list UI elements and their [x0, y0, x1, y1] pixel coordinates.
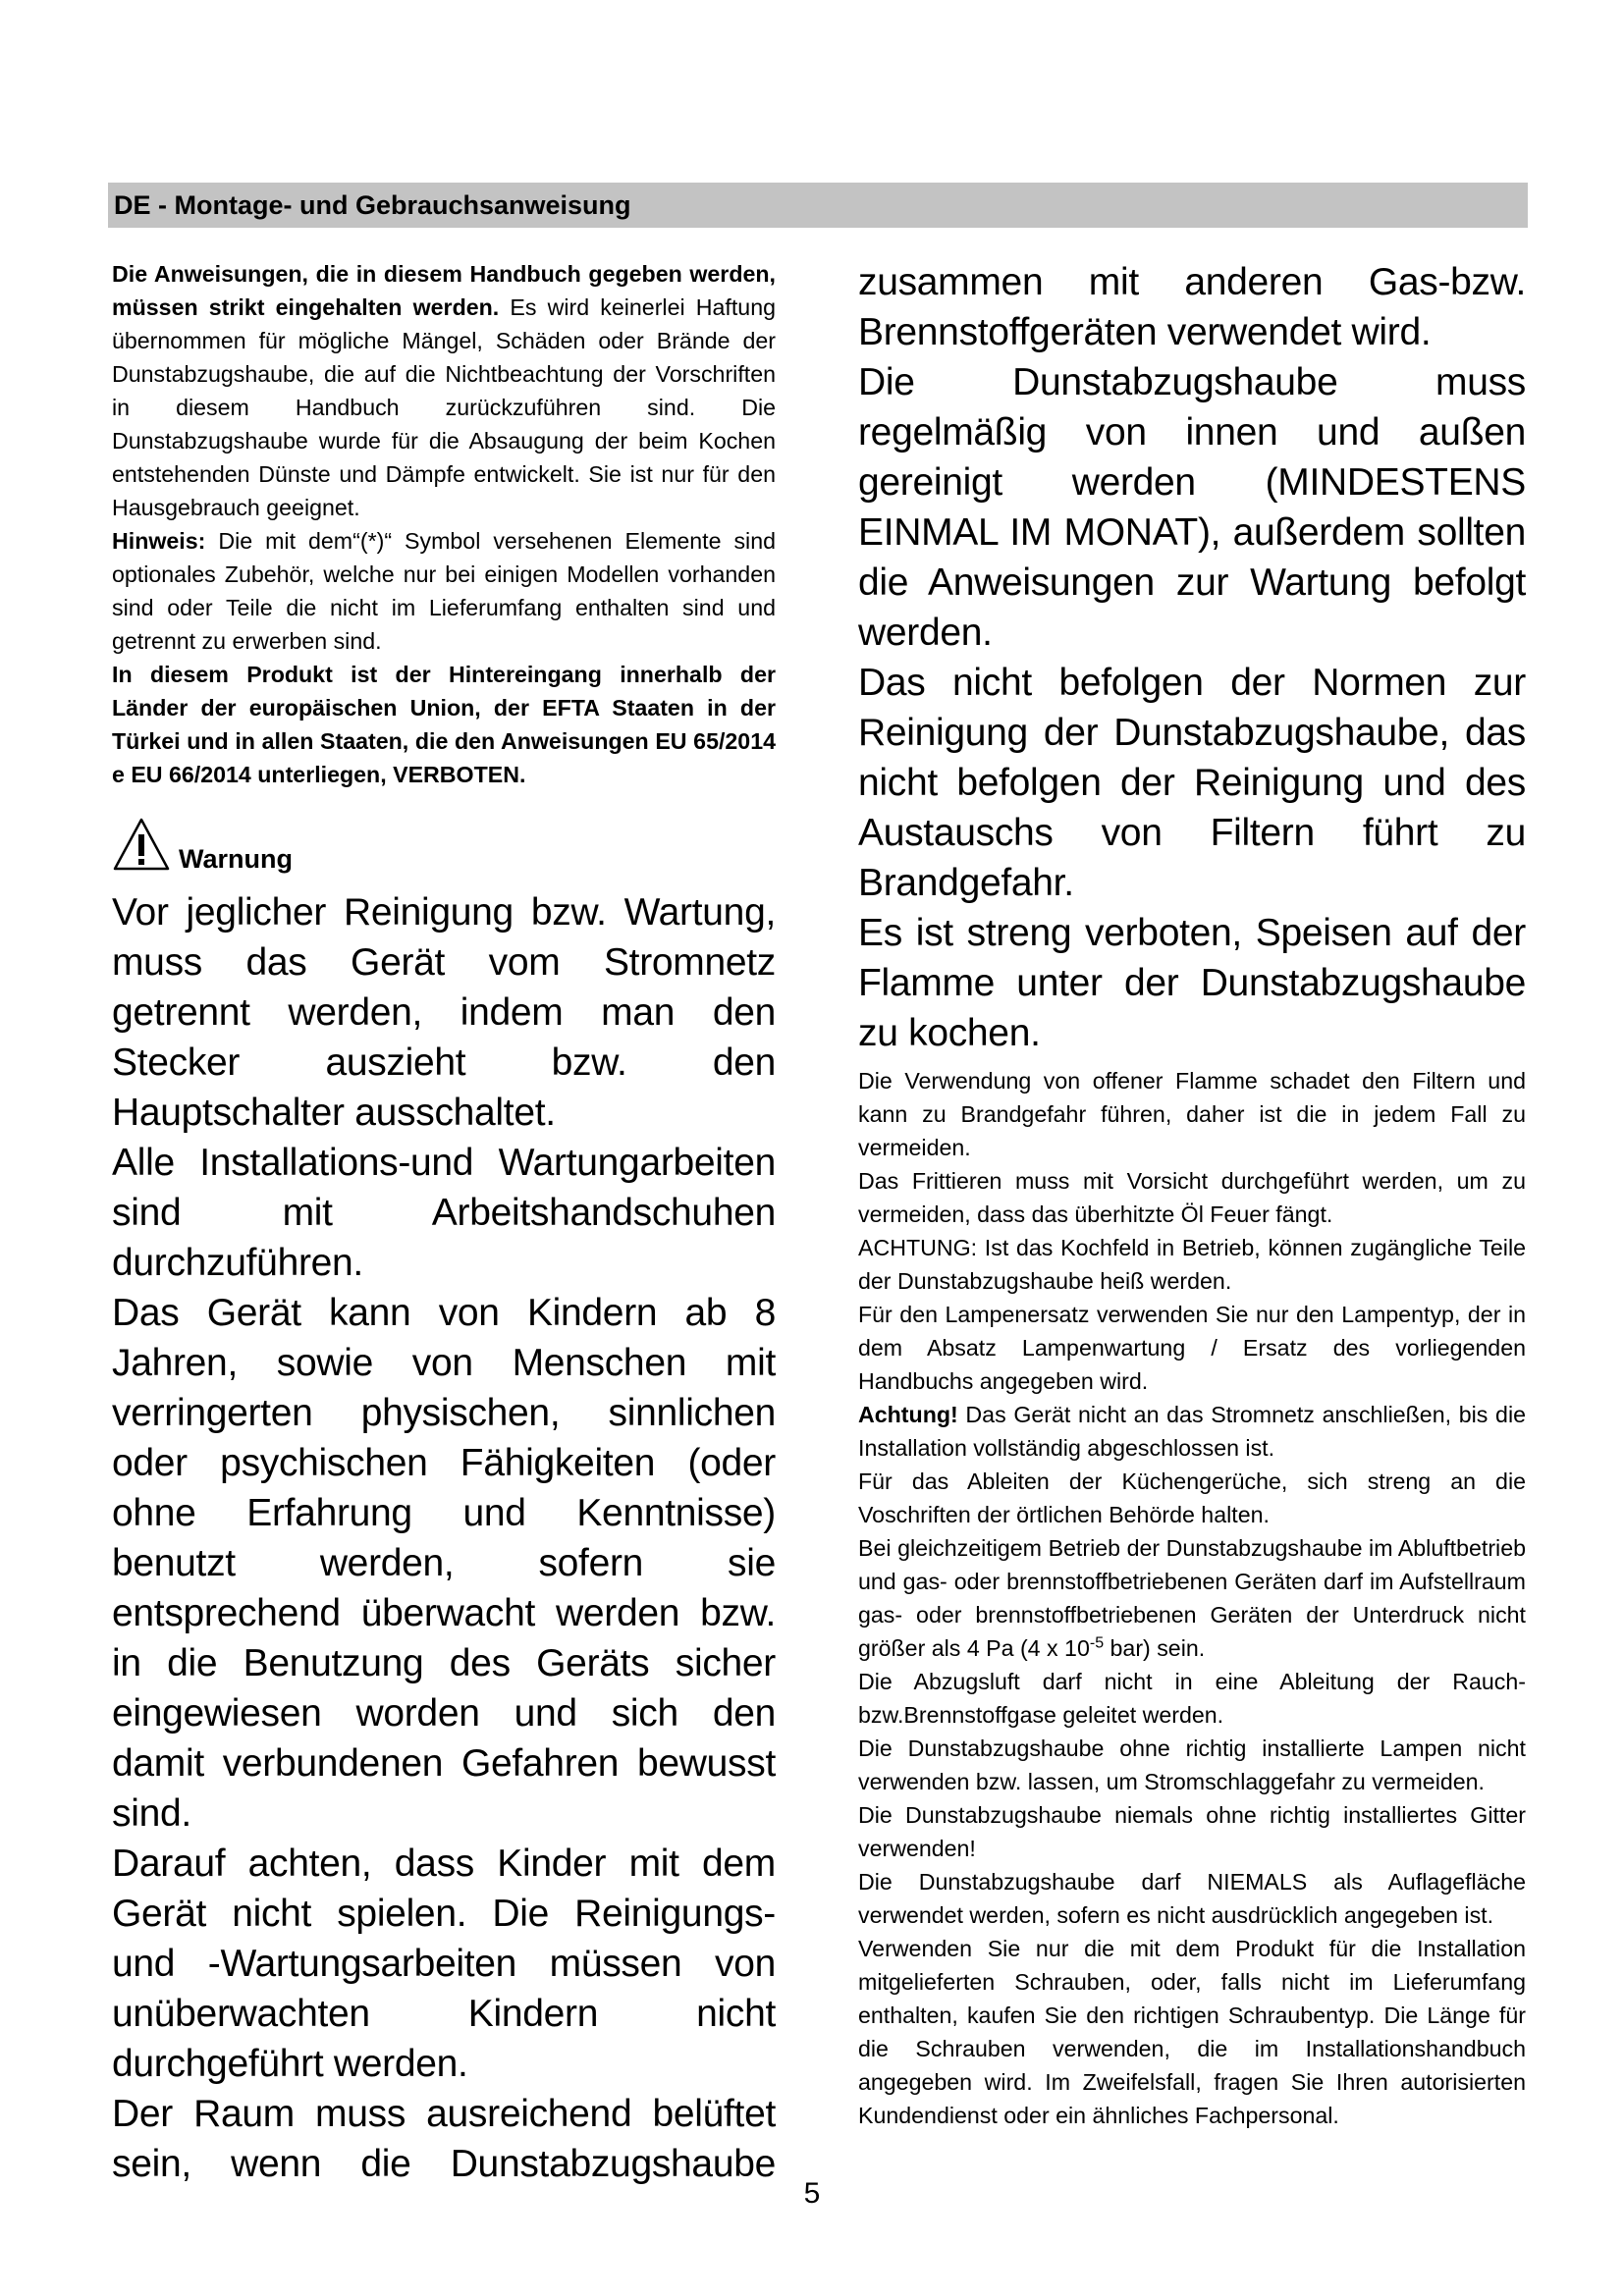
warning-paragraph: Vor jeglicher Reinigung bzw. Wartung, muss das Gerät vom Stromnetz getrennt werden, indem man den Stecker auszieht bzw. den Hauptschalter ausschaltet.	[112, 891, 776, 1134]
attention-label: Achtung!	[858, 1402, 958, 1427]
pressure-text-end: bar) sein.	[1104, 1635, 1206, 1661]
instruction-paragraph: Für den Lampenersatz verwenden Sie nur den Lampentyp, der in dem Absatz Lampenwartung / Ersatz des vorliegenden Handbuchs angegeben wird.	[858, 1302, 1526, 1394]
section-header-bar	[108, 183, 1528, 228]
instruction-paragraph: Die Verwendung von offener Flamme schadet den Filtern und kann zu Brandgefahr führen, daher ist die in jedem Fall zu vermeiden.	[858, 1068, 1526, 1160]
instruction-paragraph	[858, 1398, 1526, 1465]
warning-paragraph: Das Gerät kann von Kindern ab 8 Jahren, sowie von Menschen mit verringerten physischen, sinnlichen oder psychischen Fähigkeiten (oder ohne Erfahrung und Kenntnisse) benutzt werden, sofern sie entsprechend überwacht werden bzw. in die Benutzung des Geräts sicher eingewiesen worden und sich den damit verbundenen Gefahren bewusst sind.	[112, 1292, 776, 1835]
note-text: Die mit dem“(*)“ Symbol versehenen Elemente sind optionales Zubehör, welche nur bei einigen Modellen vorhanden sind oder Teile die nicht im Lieferumfang enthalten sind und getrennt zu erwerben sind.	[112, 528, 776, 654]
warning-triangle-icon	[112, 817, 171, 872]
instruction-paragraph: Das Frittieren muss mit Vorsicht durchgeführt werden, um zu vermeiden, dass das überhitzte Öl Feuer fängt.	[858, 1168, 1526, 1227]
right-column	[858, 257, 1526, 2132]
note-label: Hinweis:	[112, 528, 206, 554]
exponent: -5	[1089, 1634, 1105, 1652]
pressure-text: Bei gleichzeitigem Betrieb der Dunstabzugshaube im Abluftbetrieb und gas- oder brennstoffbetriebenen Geräten darf im Aufstellraum gas- oder brennstoffbetriebenen Geräten der Unterdruck nicht größer als 4 Pa (4 x 10	[858, 1535, 1526, 1661]
left-column	[112, 257, 776, 2189]
instruction-paragraph: Die Dunstabzugshaube ohne richtig installierte Lampen nicht verwenden bzw. lassen, um Stromschlaggefahr zu vermeiden.	[858, 1735, 1526, 1794]
warning-paragraph: Alle Installations-und Wartungarbeiten sind mit Arbeitshandschuhen durchzuführen.	[112, 1142, 776, 1284]
instruction-paragraph: ACHTUNG: Ist das Kochfeld in Betrieb, können zugängliche Teile der Dunstabzugshaube heiß werden.	[858, 1235, 1526, 1294]
instruction-paragraph: Verwenden Sie nur die mit dem Produkt für die Installation mitgelieferten Schrauben, oder, falls nicht im Lieferumfang enthalten, kaufen Sie den richtigen Schraubentyp. Die Länge für die Schrauben verwenden, die im Installationshandbuch angegeben wird. Im Zweifelsfall, fragen Sie Ihren autorisierten Kundendienst oder ein ähnliches Fachpersonal.	[858, 1936, 1526, 2128]
note-paragraph	[112, 524, 776, 658]
attention-text: Das Gerät nicht an das Stromnetz anschließen, bis die Installation vollständig abgeschlossen ist.	[858, 1402, 1526, 1461]
instruction-paragraph: Die Dunstabzugshaube niemals ohne richtig installiertes Gitter verwenden!	[858, 1802, 1526, 1861]
section-title: DE - Montage- und Gebrauchsanweisung	[114, 190, 631, 220]
intro-text: Es wird keinerlei Haftung übernommen für mögliche Mängel, Schäden oder Brände der Dunstabzugshaube, die auf die Nichtbeachtung der Vorschriften in diesem Handbuch zurückzuführen sind. Die Dunstabzugshaube wurde für die Absaugung der beim Kochen entstehenden Dünste und Dämpfe entwickelt. Sie ist nur für den Hausgebrauch geeignet.	[112, 294, 776, 520]
safety-paragraph: zusammen mit anderen Gas-bzw. Brennstoffgeräten verwendet wird.	[858, 261, 1526, 353]
warning-heading	[112, 817, 776, 880]
safety-paragraph: Das nicht befolgen der Normen zur Reinigung der Dunstabzugshaube, das nicht befolgen der Reinigung und des Austauschs von Filtern führt zu Brandgefahr.	[858, 662, 1526, 904]
instruction-paragraph: Die Abzugsluft darf nicht in eine Ableitung der Rauch- bzw.Brennstoffgase geleitet werden.	[858, 1669, 1526, 1728]
safety-paragraph: Die Dunstabzugshaube muss regelmäßig von innen und außen gereinigt werden (MINDESTENS EINMAL IM MONAT), außerdem sollten die Anweisungen zur Wartung befolgt werden.	[858, 361, 1526, 654]
intro-bold: Die Anweisungen, die in diesem Handbuch gegeben werden, müssen strikt eingehalten werden.	[112, 261, 776, 320]
instruction-paragraph	[858, 1531, 1526, 1665]
page-number: 5	[803, 2177, 821, 2210]
warning-paragraph: Der Raum muss ausreichend belüftet sein, wenn die Dunstabzugshaube	[112, 2093, 776, 2185]
warning-label: Warnung	[179, 844, 293, 874]
intro-paragraph	[112, 257, 776, 524]
warning-paragraph: Darauf achten, dass Kinder mit dem Gerät nicht spielen. Die Reinigungs- und -Wartungsarbeiten müssen von unüberwachten Kindern nicht durchgeführt werden.	[112, 1842, 776, 2085]
instruction-paragraph: Für das Ableiten der Küchengerüche, sich streng an die Voschriften der örtlichen Behörde halten.	[858, 1468, 1526, 1527]
instruction-paragraph: Die Dunstabzugshaube darf NIEMALS als Auflagefläche verwendet werden, sofern es nicht ausdrücklich angegeben ist.	[858, 1869, 1526, 1928]
safety-paragraph: Es ist streng verboten, Speisen auf der Flamme unter der Dunstabzugshaube zu kochen.	[858, 912, 1526, 1054]
prohibition-paragraph: In diesem Produkt ist der Hintereingang innerhalb der Länder der europäischen Union, der EFTA Staaten in der Türkei und in allen Staaten, die den Anweisungen EU 65/2014 e EU 66/2014 unterliegen, VERBOTEN.	[112, 662, 776, 787]
